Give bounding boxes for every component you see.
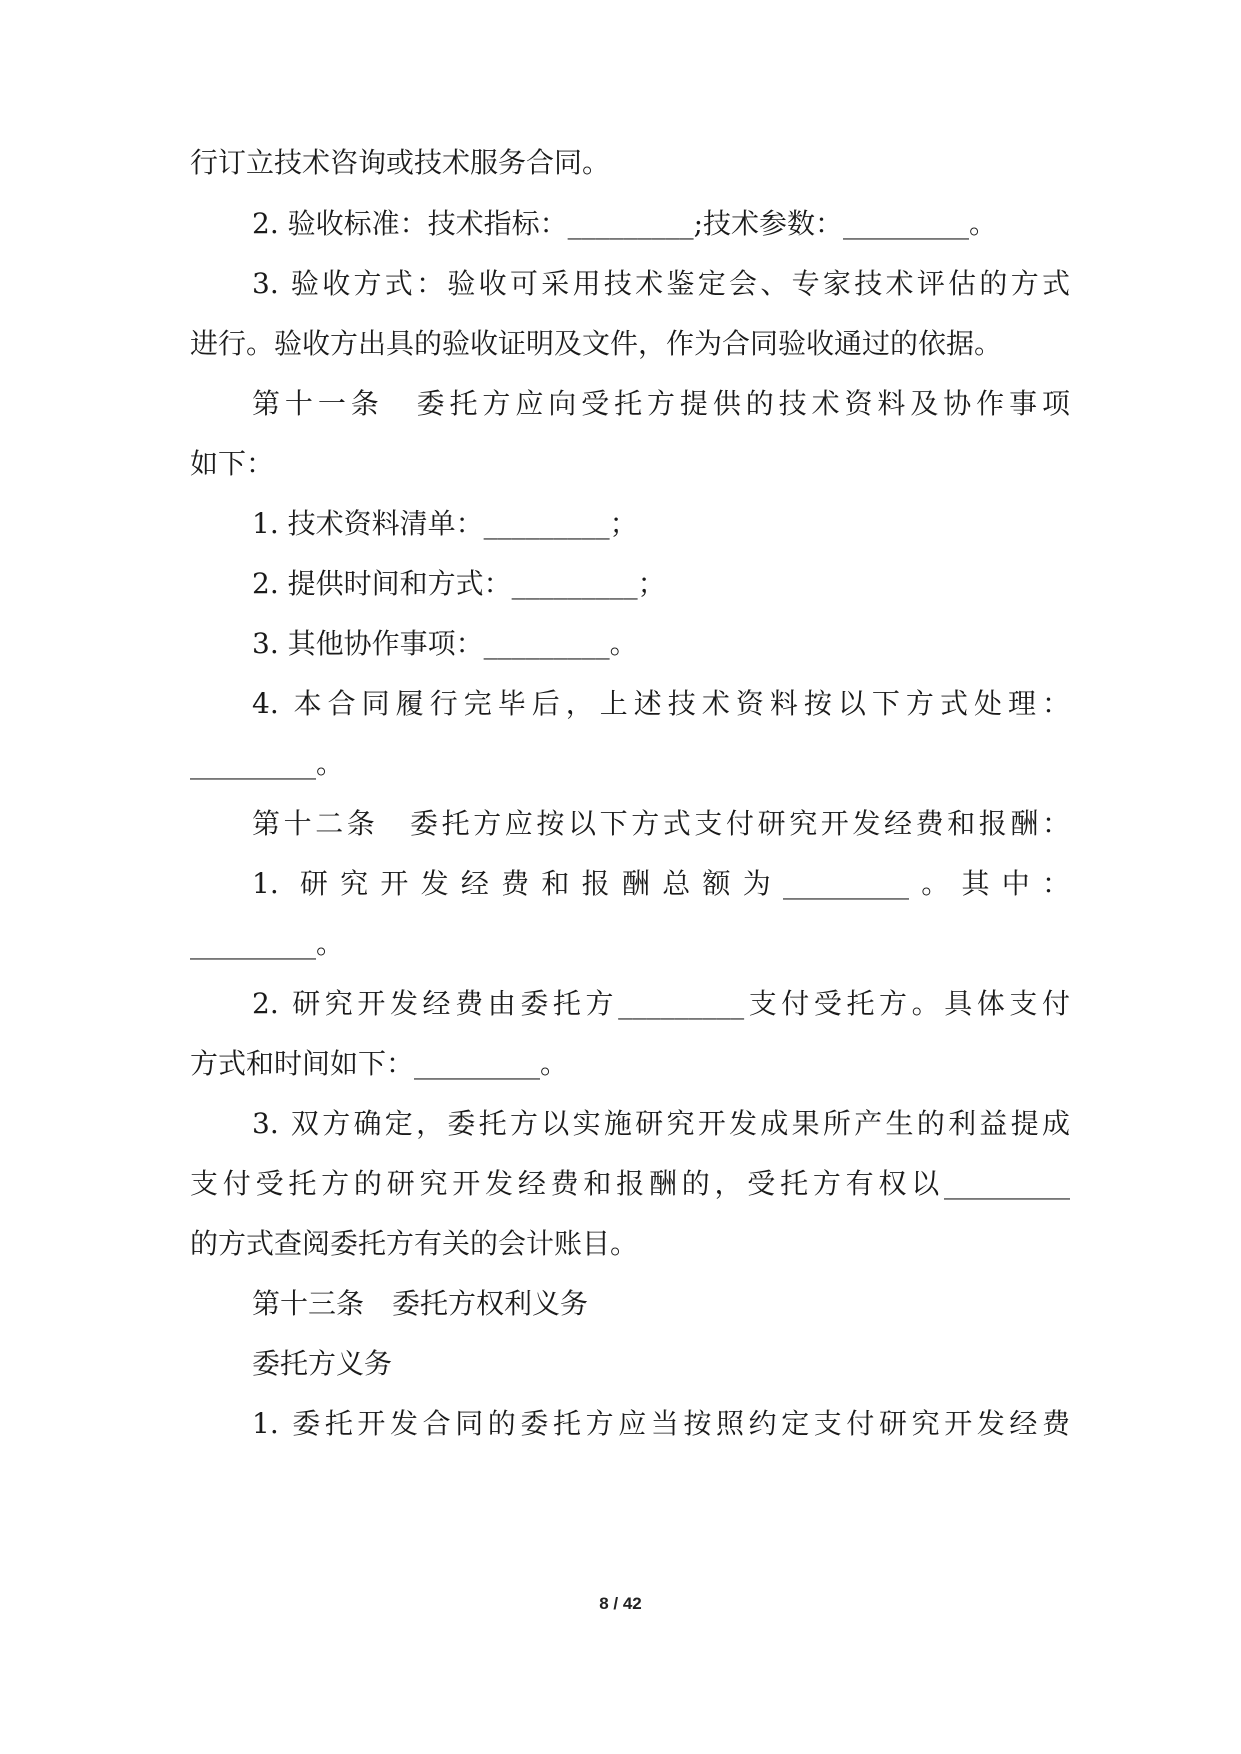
- text-line: 方式和时间如下：_________。: [190, 1047, 569, 1080]
- text-line: 支付受托方的研究开发经费和报酬的，受托方有权以_________: [190, 1167, 1070, 1200]
- section-heading: 第十二条 委托方应按以下方式支付研究开发经费和报酬：: [252, 807, 1070, 840]
- subheading: 委托方义务: [252, 1347, 393, 1380]
- text-line: 如下：: [190, 447, 275, 480]
- text-line: 3. 双方确定，委托方以实施研究开发成果所产生的利益提成: [252, 1107, 1070, 1140]
- text-line: 2. 研究开发经费由委托方_________支付受托方。具体支付: [252, 987, 1070, 1020]
- section-heading: 第十三条 委托方权利义务: [252, 1287, 589, 1320]
- text-line: 行订立技术咨询或技术服务合同。: [190, 146, 611, 179]
- text-line: 1. 技术资料清单：_________；: [252, 507, 638, 540]
- text-line: _________。: [190, 927, 345, 960]
- text-line: 的方式查阅委托方有关的会计账目。: [190, 1227, 639, 1260]
- text-line: 2. 验收标准：技术指标：_________;技术参数：_________。: [252, 207, 998, 240]
- section-heading: 第十一条 委托方应向受托方提供的技术资料及协作事项: [252, 387, 1070, 420]
- text-line: 2. 提供时间和方式：_________；: [252, 567, 666, 600]
- text-line: 1. 研究开发经费和报酬总额为_________。其中：: [252, 867, 1070, 900]
- text-line: 3. 验收方式：验收可采用技术鉴定会、专家技术评估的方式: [252, 267, 1070, 300]
- text-line: 3. 其他协作事项：_________。: [252, 627, 638, 660]
- text-line: 1. 委托开发合同的委托方应当按照约定支付研究开发经费: [252, 1407, 1070, 1440]
- text-line: _________。: [190, 747, 345, 780]
- text-line: 进行。验收方出具的验收证明及文件，作为合同验收通过的依据。: [190, 327, 1003, 360]
- text-line: 4. 本合同履行完毕后，上述技术资料按以下方式处理：: [252, 687, 1070, 720]
- page-number: 8 / 42: [599, 1594, 642, 1613]
